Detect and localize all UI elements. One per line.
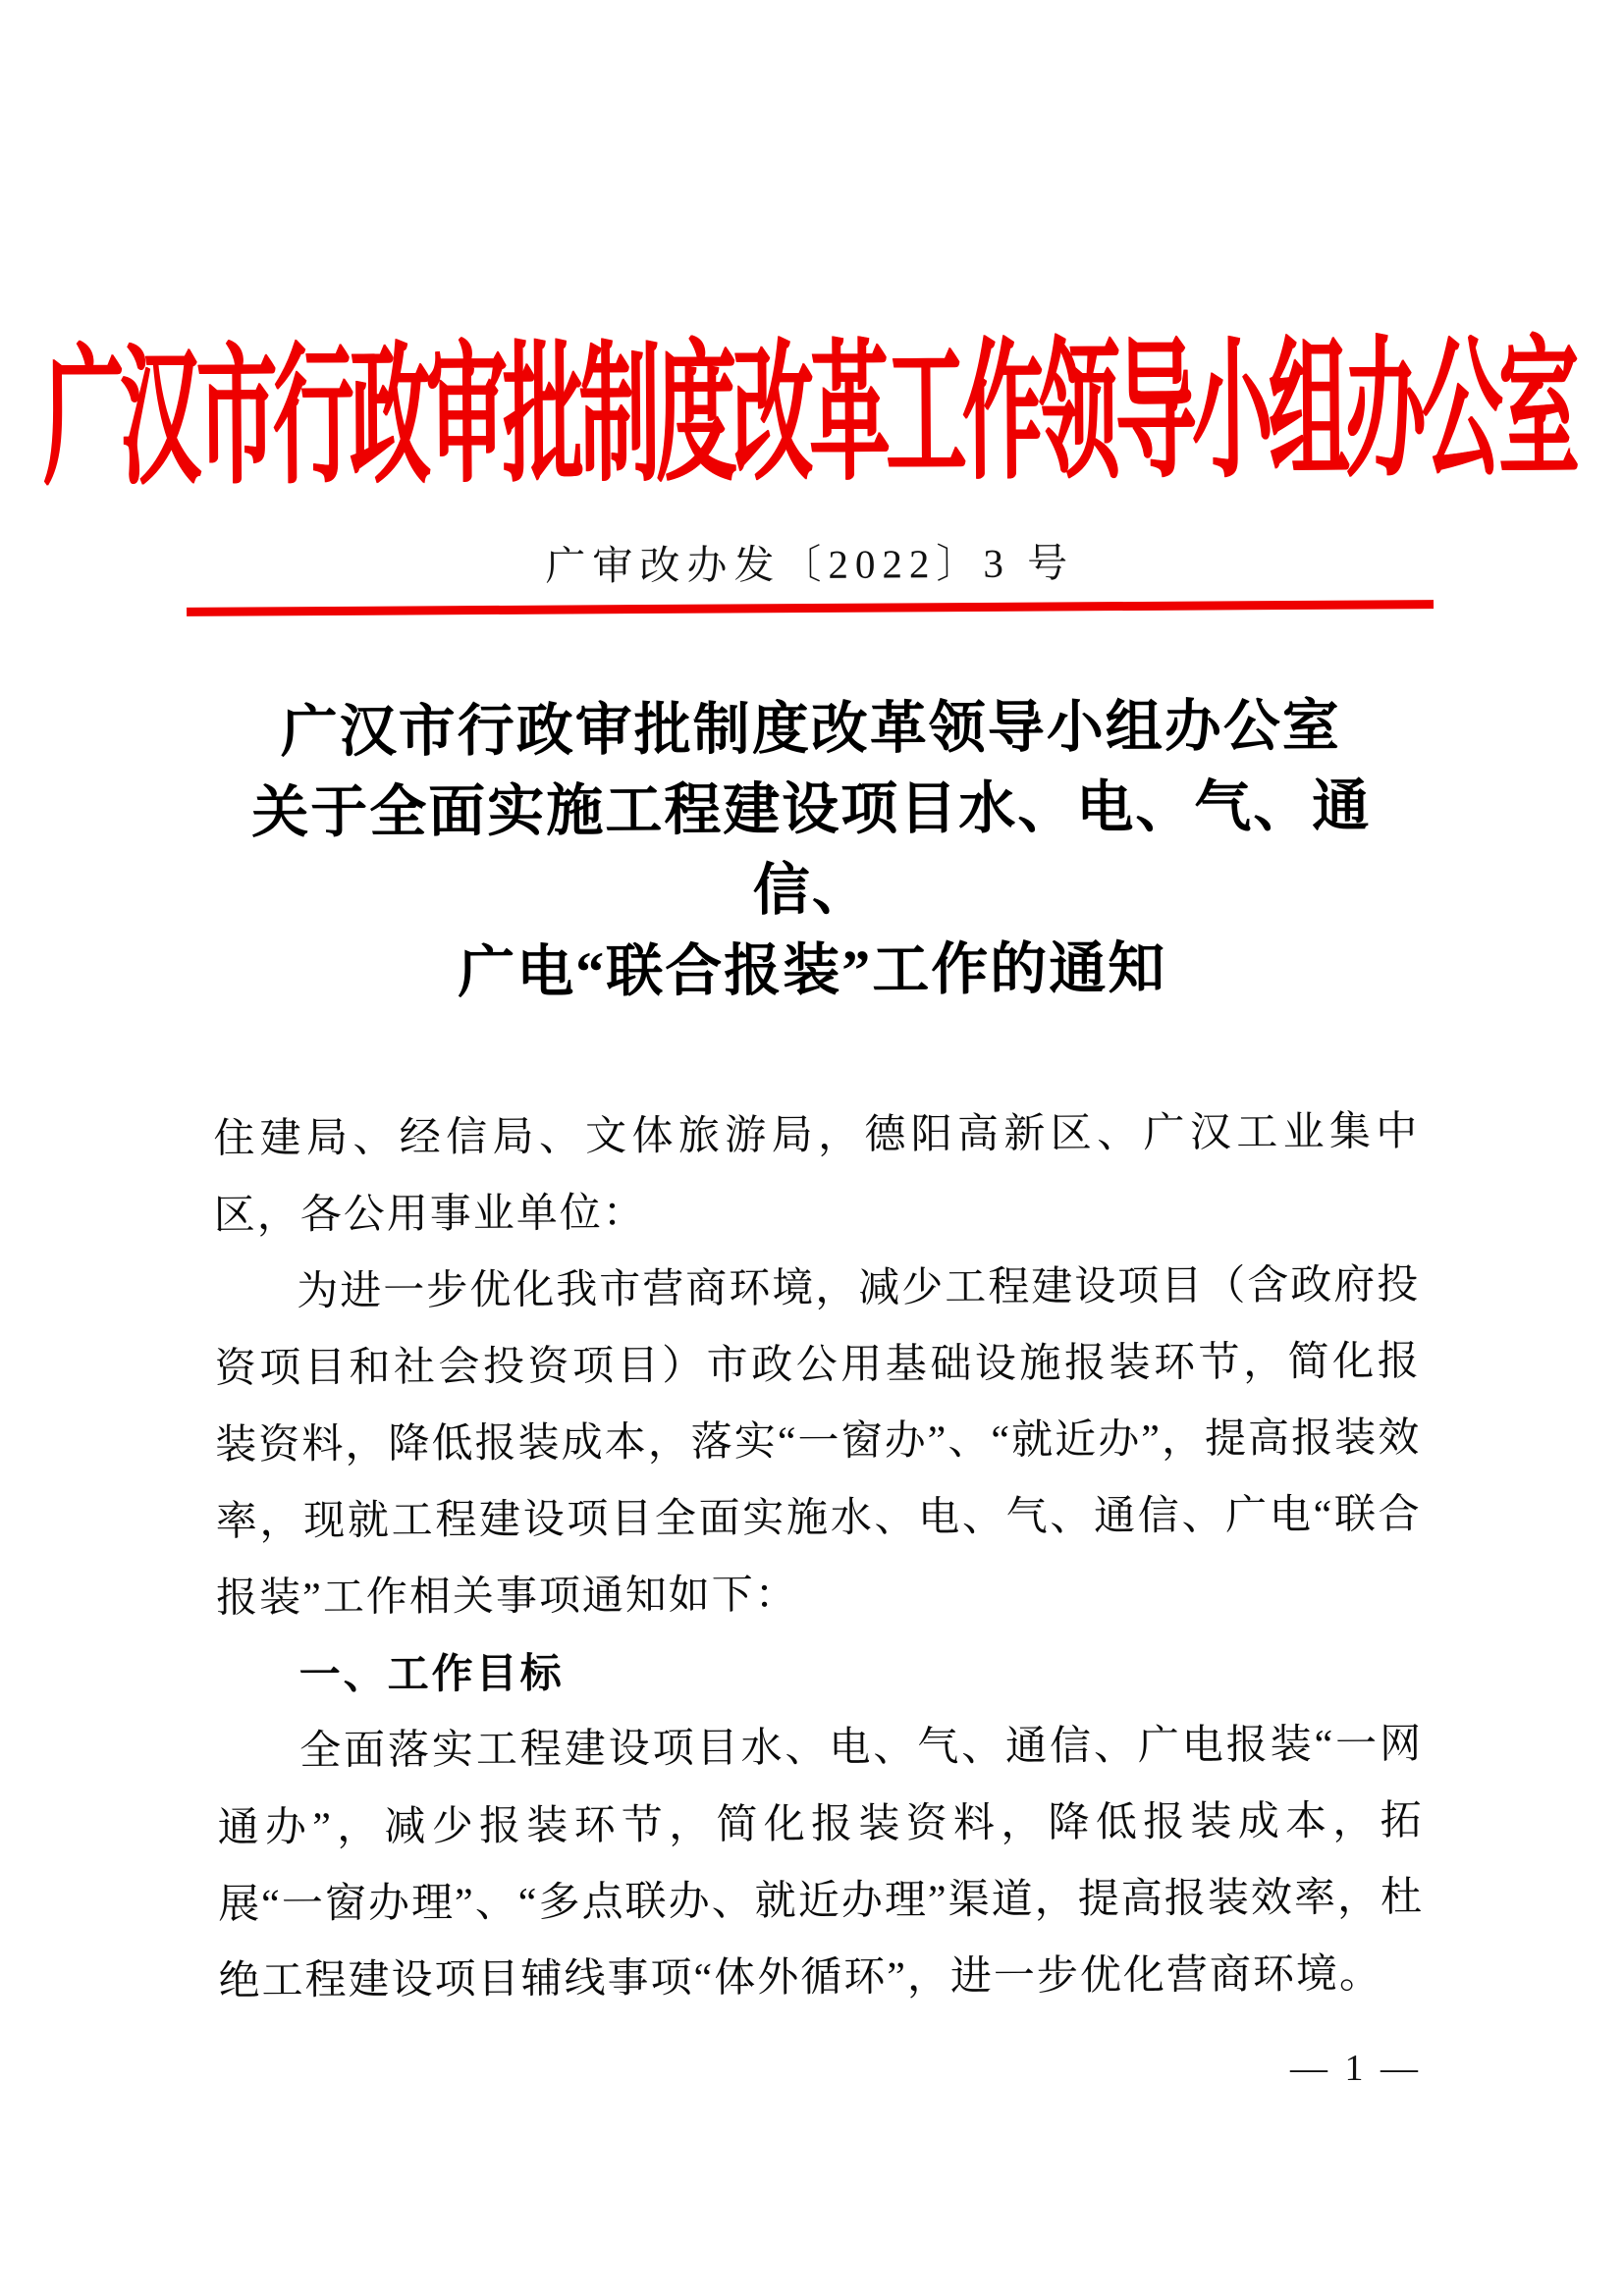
salutation-paragraph: 住建局、经信局、文体旅游局，德阳高新区、广汉工业集中区，各公用事业单位： [213,1109,1420,1239]
document-title-line2: 关于全面实施工程建设项目水、电、气、通信、 [251,774,1372,923]
intro-paragraph: 为进一步优化我市营商环境，减少工程建设项目（含政府投资项目和社会投资项目）市政公用基础设施报装环节，简化报装资料，降低报装成本，落实“一窗办”、“就近办”，提高报装效率，现就工程建设项目全面实施水、电、气、通信、广电“联合报装”工作相关事项通知如下： [214,1262,1422,1622]
document-title [205,685,1419,1015]
document-body [213,1094,1425,2019]
letterhead-org-name: 广汉市行政审批制度改革工作领导小组办公室 [42,325,1576,504]
document-number: 广审改办发〔2022〕3 号 [545,540,1075,589]
document-title-line1: 广汉市行政审批制度改革领导小组办公室 [280,693,1342,765]
red-separator-rule [187,600,1434,616]
section-1-heading: 一、工作目标 [298,1649,565,1698]
page-number: — 1 — [1290,2048,1422,2089]
section-1-paragraph: 全面落实工程建设项目水、电、气、通信、广电报装“一网通办”，减少报装环节，简化报装资料，降低报装成本，拓展“一窗办理”、“多点联办、就近办理”渠道，提高报装效率，杜绝工程建设项目辅线事项“体外循环”，进一步优化营商环境。 [217,1722,1425,2004]
document-title-line3: 广电“联合报装”工作的通知 [458,935,1167,1005]
letterhead [0,317,1621,504]
